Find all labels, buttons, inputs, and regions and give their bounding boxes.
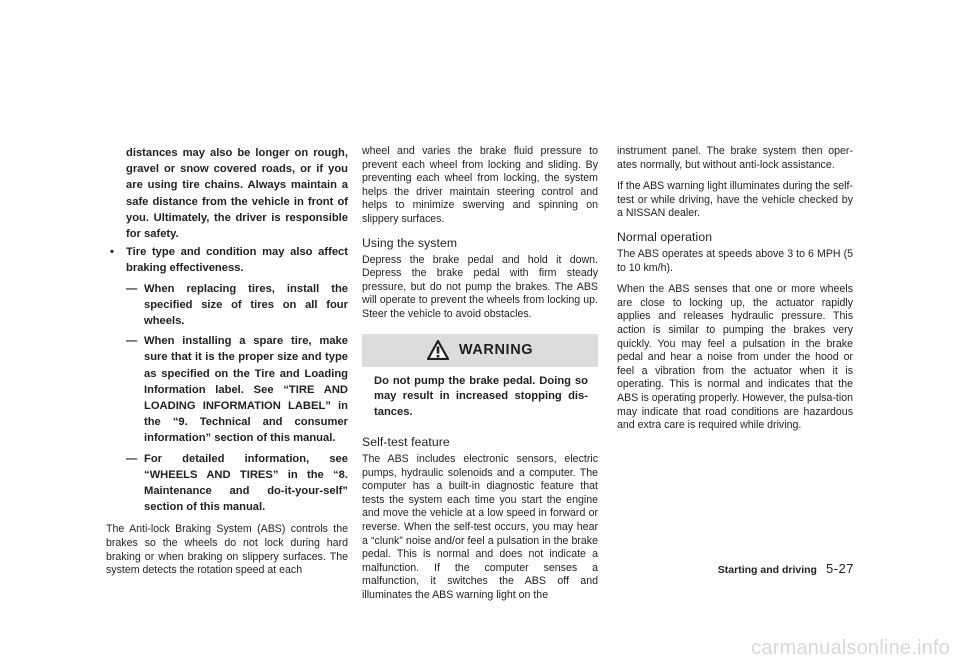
dash-text: When replacing tires, install the specified size of tires on all four wheels. [144, 282, 348, 328]
warning-title: WARNING [458, 342, 534, 359]
page-number: 5-27 [825, 561, 854, 576]
dash-item-replacing-tires [106, 281, 348, 330]
bullet-text: Tire type and condition may also affect braking effectiveness. [126, 246, 348, 275]
abs-warning-light-text: If the ABS warning light illuminates during the self-test or while driving, have the vehicle checked by a NISSAN dealer. [617, 180, 853, 220]
abs-intro-continuation: wheel and varies the brake fluid pressure to prevent each wheel from locking and sliding. By preventing each wheel from locking, the system helps the driver maintain steering control and helps to minimize swerving and spinning on slippery surfaces. [362, 145, 598, 225]
normal-operation-speed-text: The ABS operates at speeds above 3 to 6 MPH (5 to 10 km/h). [617, 247, 853, 274]
dash-item-wheels-and-tires [106, 451, 348, 516]
using-system-heading: Using the system [362, 235, 458, 250]
self-test-text: The ABS includes electronic sensors, electric pumps, hydraulic solenoids and a computer. The computer has a built-in diagnostic feature that tests the system each time you start the engine and move the vehicle at a low speed in forward or reverse. When the self-test occurs, you may hear a “clunk” noise and/or feel a pulsation in the brake pedal. This is normal and does not indicate a malfunction. If the computer senses a malfunction, it switches the ABS off and illuminates the ABS warning light on the [362, 453, 598, 601]
page-footer [709, 561, 854, 577]
right-column [617, 145, 853, 433]
self-test-continuation: instrument panel. The brake system then oper-ates normally, but without anti-lock assistance. [617, 145, 853, 171]
self-test-heading: Self-test feature [362, 435, 450, 450]
normal-operation-heading: Normal operation [617, 229, 713, 244]
warning-triangle-icon [427, 340, 449, 360]
dash-item-spare-tire [106, 333, 348, 446]
footer-section-title: Starting and driving [717, 564, 817, 576]
warning-box [362, 334, 598, 427]
dash-text: When installing a spare tire, make sure that it is the proper size and type as specified on the Tire and Loading Information label. See “TIRE AND LOADING INFORMATION LABEL” in the “9. Technical and consumer information” section of this manual. [144, 335, 348, 445]
bullet-marker: • [110, 246, 114, 259]
dash-marker: — [126, 335, 138, 348]
dash-marker: — [126, 452, 138, 465]
warning-continuation-text: distances may also be longer on rough, gravel or snow covered roads, or if you are using tire chains. Always maintain a safe distance from the vehicle in front of you. Ultimately, the driver is responsible for safety. [126, 147, 348, 241]
warning-text: Do not pump the brake pedal. Doing so may result in increased stopping dis-tances. [374, 374, 588, 418]
warning-body [362, 367, 598, 427]
middle-column [362, 145, 598, 603]
left-column [106, 145, 348, 578]
using-system-text: Depress the brake pedal and hold it down. Depress the brake pedal with firm steady pressure, but do not pump the brakes. The ABS will operate to prevent the wheels from locking up. Steer the vehicle to avoid obstacles. [362, 253, 598, 320]
abs-intro-text: The Anti-lock Braking System (ABS) controls the brakes so the wheels do not lock during hard braking or when braking on slippery surfaces. The system detects the rotation speed at each [106, 523, 348, 577]
dash-text: For detailed information, see “WHEELS AND TIRES” in the “8. Maintenance and do-it-your-self” section of this manual. [144, 452, 348, 514]
dash-marker: — [126, 282, 138, 295]
bullet-item-tires [106, 244, 348, 276]
watermark-text: carmanualsonline.info [751, 637, 950, 659]
warning-header [362, 334, 598, 367]
normal-operation-text: When the ABS senses that one or more wheels are close to locking up, the actuator rapidly applies and releases hydraulic pressure. This action is similar to pumping the brakes very quickly. You may feel a pulsation in the brake pedal and hear a noise from under the hood or feel a vibration from the actuator when it is operating. This is normal and indicates that the ABS is operating properly. However, the pulsa-tion may indicate that road conditions are hazardous and extra care is required while driving. [617, 283, 853, 432]
